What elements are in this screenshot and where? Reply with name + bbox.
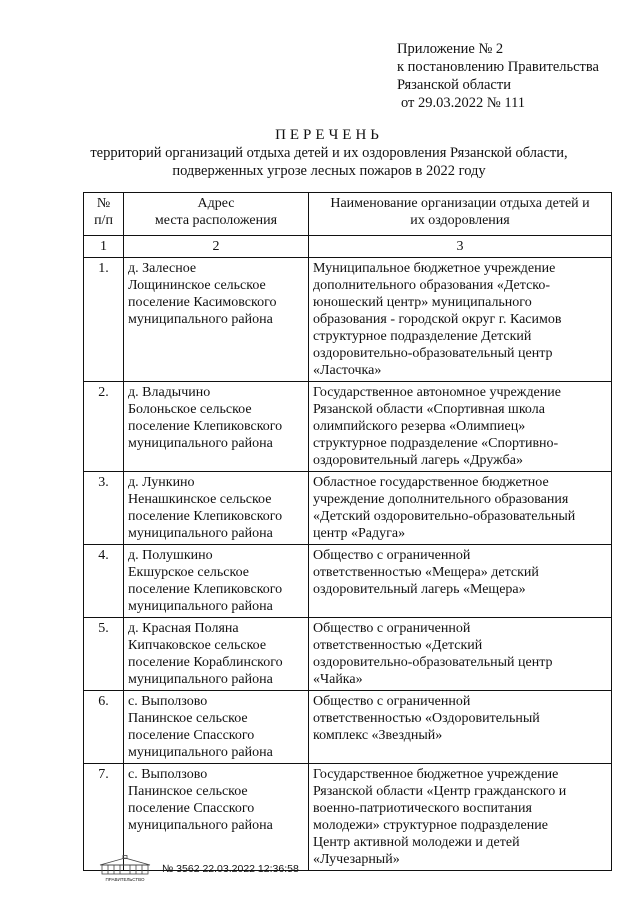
row-organization-line: структурное подразделение Детский — [313, 329, 532, 344]
row-organization — [309, 545, 612, 618]
appendix-line: к постановлению Правительства — [397, 59, 599, 75]
row-address-line: поселение Спасского — [128, 728, 255, 743]
row-organization-line: Рязанской области «Центр гражданского и — [313, 784, 567, 799]
row-address — [124, 545, 309, 618]
document-reference: № 3562 22.03.2022 12:36:58 — [162, 863, 299, 875]
row-address-line: муниципального района — [128, 672, 273, 687]
row-organization-line: Общество с ограниченной — [313, 621, 471, 636]
row-address-line: поселение Кораблинского — [128, 655, 283, 670]
row-organization-line: Областное государственное бюджетное — [313, 475, 549, 490]
row-address-line: Панинское сельское — [128, 711, 248, 726]
footer — [96, 855, 299, 882]
row-address-line: Екшурское сельское — [128, 565, 249, 580]
row-address-line: поселение Клепиковского — [128, 582, 283, 597]
row-organization-line: оздоровительно-образовательный центр — [313, 346, 553, 361]
row-organization-line: структурное подразделение «Спортивно- — [313, 436, 559, 451]
government-building-icon — [96, 855, 154, 879]
row-organization-line: олимпийского резерва «Олимпиец» — [313, 419, 526, 434]
row-organization-line: центр «Радуга» — [313, 526, 406, 541]
row-organization-line: Государственное бюджетное учреждение — [313, 767, 559, 782]
row-address-line: муниципального района — [128, 818, 273, 833]
row-number: 6. — [84, 691, 124, 764]
organizations-table — [83, 192, 612, 871]
row-address-line: д. Красная Поляна — [128, 621, 239, 636]
row-address-line: поселение Касимовского — [128, 295, 277, 310]
row-address — [124, 382, 309, 472]
row-organization-line: Центр активной молодежи и детей — [313, 835, 520, 850]
row-organization-line: Рязанской области «Спортивная школа — [313, 402, 545, 417]
appendix-date: от 29.03.2022 № 111 — [401, 95, 526, 111]
row-organization-line: молодежи» структурное подразделение — [313, 818, 548, 833]
row-address-line: Ненашкинское сельское — [128, 492, 272, 507]
row-number: 4. — [84, 545, 124, 618]
row-address-line: с. Выползово — [128, 694, 208, 709]
table-row — [84, 691, 612, 764]
row-organization — [309, 472, 612, 545]
row-address-line: д. Лункино — [128, 475, 195, 490]
row-address — [124, 618, 309, 691]
table-row — [84, 618, 612, 691]
row-organization-line: Общество с ограниченной — [313, 548, 471, 563]
row-organization-line: ответственностью «Оздоровительный — [313, 711, 540, 726]
row-address-line: поселение Клепиковского — [128, 419, 283, 434]
row-address-line: муниципального района — [128, 436, 273, 451]
header-org: Наименование организации отдыха детей и их оздоровления — [309, 193, 612, 236]
row-organization-line: военно-патриотического воспитания — [313, 801, 532, 816]
table-row — [84, 545, 612, 618]
row-organization-line: ответственностью «Мещера» детский — [313, 565, 539, 580]
row-number: 1. — [84, 258, 124, 382]
page-title: ПЕРЕЧЕНЬ — [275, 127, 383, 143]
row-organization-line: юношеский центр» муниципального — [313, 295, 532, 310]
row-organization-line: образования - городской округ г. Касимов — [313, 312, 562, 327]
row-number: 2. — [84, 382, 124, 472]
subtitle-line: подверженных угрозе лесных пожаров в 2022 году — [172, 163, 486, 179]
row-address-line: д. Залесное — [128, 261, 197, 276]
column-numbers-row — [84, 236, 612, 258]
row-address-line: муниципального района — [128, 312, 273, 327]
subtitle-line: территорий организаций отдыха детей и их оздоровления Рязанской области, — [90, 145, 568, 161]
row-number: 3. — [84, 472, 124, 545]
row-organization-line: «Чайка» — [313, 672, 363, 687]
title-block — [0, 126, 640, 180]
row-address — [124, 691, 309, 764]
col-number: 2 — [124, 236, 309, 258]
row-address-line: Панинское сельское — [128, 784, 248, 799]
table-row — [84, 382, 612, 472]
row-organization-line: учреждение дополнительного образования — [313, 492, 569, 507]
row-address-line: д. Владычино — [128, 385, 211, 400]
row-organization — [309, 258, 612, 382]
row-organization-line: Общество с ограниченной — [313, 694, 471, 709]
row-number: 7. — [84, 764, 124, 871]
row-address-line: поселение Спасского — [128, 801, 255, 816]
row-address-line: муниципального района — [128, 745, 273, 760]
row-organization — [309, 382, 612, 472]
row-address — [124, 258, 309, 382]
table-row — [84, 472, 612, 545]
appendix-line: Рязанской области — [397, 77, 511, 93]
row-address-line: с. Выползово — [128, 767, 208, 782]
row-organization-line: оздоровительный лагерь «Мещера» — [313, 582, 526, 597]
appendix-header — [397, 40, 599, 112]
row-organization-line: «Ласточка» — [313, 363, 382, 378]
table-header-row — [84, 193, 612, 236]
row-organization-line: Государственное автономное учреждение — [313, 385, 561, 400]
row-address-line: д. Полушкино — [128, 548, 213, 563]
row-organization-line: «Лучезарный» — [313, 852, 400, 867]
row-number: 5. — [84, 618, 124, 691]
row-address-line: Болоньское сельское — [128, 402, 252, 417]
col-number: 1 — [84, 236, 124, 258]
col-number: 3 — [309, 236, 612, 258]
row-address-line: Лощининское сельское — [128, 278, 266, 293]
header-address: Адрес места расположения — [124, 193, 309, 236]
row-organization-line: Муниципальное бюджетное учреждение — [313, 261, 556, 276]
row-organization-line: «Детский оздоровительно-образовательный — [313, 509, 576, 524]
appendix-line: Приложение № 2 — [397, 41, 504, 57]
row-organization — [309, 764, 612, 871]
row-address-line: муниципального района — [128, 599, 273, 614]
row-organization — [309, 618, 612, 691]
row-organization-line: оздоровительный лагерь «Дружба» — [313, 453, 523, 468]
row-address-line: Кипчаковское сельское — [128, 638, 267, 653]
row-organization — [309, 691, 612, 764]
row-organization-line: оздоровительно-образовательный центр — [313, 655, 553, 670]
row-organization-line: ответственностью «Детский — [313, 638, 483, 653]
emblem-caption: ПРАВИТЕЛЬСТВО — [105, 877, 145, 882]
row-address-line: муниципального района — [128, 526, 273, 541]
row-address-line: поселение Клепиковского — [128, 509, 283, 524]
header-num: № п/п — [84, 193, 124, 236]
row-address — [124, 472, 309, 545]
row-organization-line: дополнительного образования «Детско- — [313, 278, 551, 293]
row-organization-line: комплекс «Звездный» — [313, 728, 443, 743]
table-row — [84, 258, 612, 382]
